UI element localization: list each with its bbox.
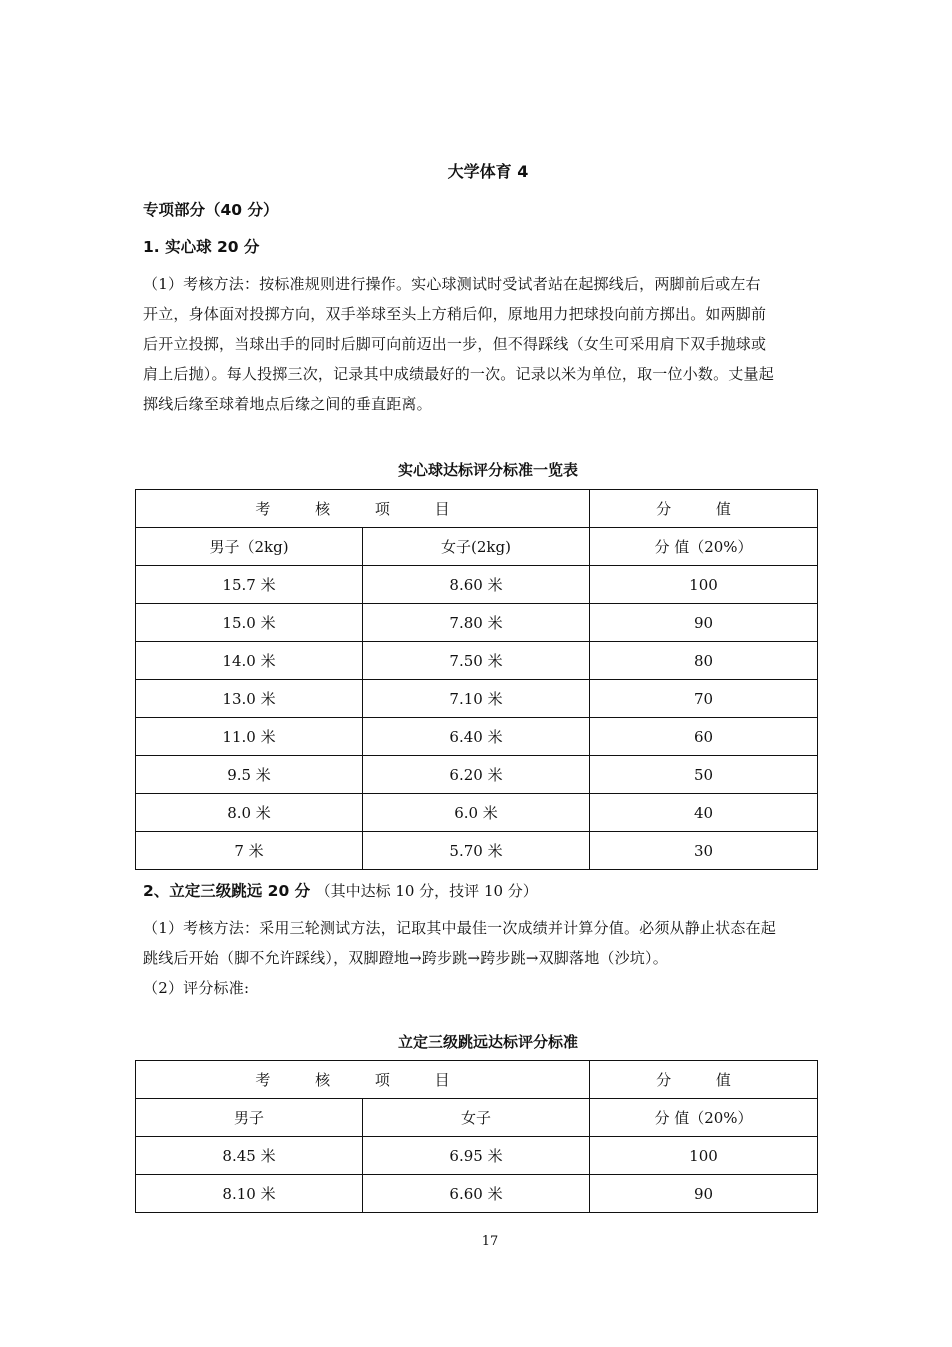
cell-male: 11.0 米 (136, 718, 363, 756)
shotput-method-line: 肩上后抛）。每人投掷三次，记录其中成绩最好的一次。记录以米为单位，取一位小数。丈量起 (143, 365, 774, 383)
table-row (136, 642, 818, 680)
col-male: 男子 (136, 1099, 363, 1137)
triplejump-heading (143, 879, 538, 903)
table-row (136, 794, 818, 832)
cell-female: 7.10 米 (363, 680, 590, 718)
cell-score: 40 (590, 794, 818, 832)
cell-female: 6.20 米 (363, 756, 590, 794)
header-item: 考 核 项 目 (136, 490, 590, 528)
cell-female: 8.60 米 (363, 566, 590, 604)
table-header-row (136, 490, 818, 528)
cell-score: 30 (590, 832, 818, 870)
cell-male: 7 米 (136, 832, 363, 870)
cell-male: 8.45 米 (136, 1137, 363, 1175)
header-score: 分 值 (590, 1061, 818, 1099)
table-row (136, 566, 818, 604)
cell-score: 90 (590, 1175, 818, 1213)
cell-male: 15.0 米 (136, 604, 363, 642)
triplejump-score-table (135, 1060, 818, 1213)
cell-male: 14.0 米 (136, 642, 363, 680)
shotput-method-line: 开立，身体面对投掷方向，双手举球至头上方稍后仰，原地用力把球投向前方掷出。如两脚前 (143, 305, 767, 323)
page-title: 大学体育 4 (447, 162, 529, 181)
cell-score: 100 (590, 1137, 818, 1175)
col-female: 女子(2kg) (363, 528, 590, 566)
cell-male: 13.0 米 (136, 680, 363, 718)
cell-female: 7.80 米 (363, 604, 590, 642)
triplejump-method-line: （1）考核方法：采用三轮测试方法，记取其中最佳一次成绩并计算分值。必须从静止状态在起 (143, 919, 776, 937)
shotput-score-table (135, 489, 818, 870)
table-row (136, 604, 818, 642)
table-row (136, 718, 818, 756)
table-row (136, 680, 818, 718)
table-subheader-row (136, 528, 818, 566)
triplejump-method-line: （2）评分标准: (143, 979, 250, 997)
table-subheader-row (136, 1099, 818, 1137)
cell-score: 70 (590, 680, 818, 718)
cell-score: 100 (590, 566, 818, 604)
cell-score: 90 (590, 604, 818, 642)
shotput-method-line: （1）考核方法：按标准规则进行操作。实心球测试时受试者站在起掷线后，两脚前后或左右 (143, 275, 761, 293)
cell-male: 9.5 米 (136, 756, 363, 794)
cell-female: 7.50 米 (363, 642, 590, 680)
col-score: 分 值（20%） (590, 1099, 818, 1137)
cell-female: 5.70 米 (363, 832, 590, 870)
cell-score: 50 (590, 756, 818, 794)
cell-female: 6.60 米 (363, 1175, 590, 1213)
triplejump-heading-note: （其中达标 10 分，技评 10 分） (315, 882, 538, 900)
header-item: 考 核 项 目 (136, 1061, 590, 1099)
table-row (136, 1137, 818, 1175)
table-row (136, 832, 818, 870)
cell-female: 6.40 米 (363, 718, 590, 756)
table-header-row (136, 1061, 818, 1099)
header-score: 分 值 (590, 490, 818, 528)
shotput-method-line: 后开立投掷，当球出手的同时后脚可向前迈出一步，但不得踩线（女生可采用肩下双手抛球或 (143, 335, 767, 353)
shotput-method (143, 269, 833, 419)
col-female: 女子 (363, 1099, 590, 1137)
col-score: 分 值（20%） (590, 528, 818, 566)
table-row (136, 756, 818, 794)
cell-female: 6.95 米 (363, 1137, 590, 1175)
col-male: 男子（2kg) (136, 528, 363, 566)
cell-score: 80 (590, 642, 818, 680)
triplejump-heading-title: 2、立定三级跳远 20 分 (143, 882, 311, 900)
shotput-table-caption: 实心球达标评分标准一览表 (397, 461, 578, 479)
triplejump-method (143, 913, 833, 1003)
shotput-method-line: 掷线后缘至球着地点后缘之间的垂直距离。 (143, 395, 432, 413)
cell-male: 8.0 米 (136, 794, 363, 832)
cell-score: 60 (590, 718, 818, 756)
cell-female: 6.0 米 (363, 794, 590, 832)
table-row (136, 1175, 818, 1213)
shotput-heading: 1. 实心球 20 分 (143, 238, 260, 256)
cell-male: 15.7 米 (136, 566, 363, 604)
triplejump-table-caption: 立定三级跳远达标评分标准 (397, 1033, 578, 1051)
section-heading: 专项部分（40 分） (143, 201, 279, 219)
cell-male: 8.10 米 (136, 1175, 363, 1213)
triplejump-method-line: 跳线后开始（脚不允许踩线），双脚蹬地→跨步跳→跨步跳→双脚落地（沙坑）。 (143, 949, 668, 967)
page-number: 17 (481, 1234, 499, 1249)
